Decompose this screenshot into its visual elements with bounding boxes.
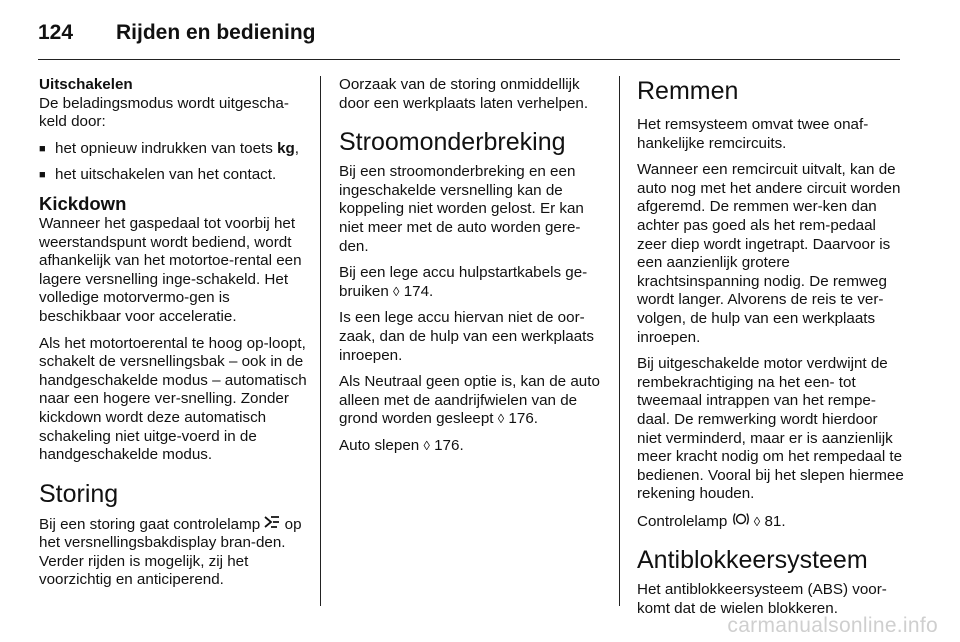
stroom-paragraph-4: Als Neutraal geen optie is, kan de auto alleen met de aandrijfwielen van de grond worden gesleept ◊ 176. (339, 373, 600, 428)
remmen-paragraph-1: Het remsysteem omvat twee onaf-hankelijke remcircuits. (637, 116, 869, 152)
column-divider-1 (320, 76, 321, 606)
kickdown-paragraph-1: Wanneer het gaspedaal tot voorbij het weerstandspunt wordt bediend, wordt afhankelijk van het motortoe-rental een lagere versnelling inge-schakeld. Het volledige motorvermo-gen is beschikbaar voor acceleratie. (39, 214, 302, 325)
remmen-paragraph-2: Wanneer een remcircuit uitvalt, kan de auto nog met het andere circuit worden afgeremd. De remmen wer-ken dan achter pas goed als het rem-pedaal zeer diep wordt ingetrapt. Daarvoor is een aanzienlijk grotere krachtsinspanning nodig. De remweg wordt langer. Alvorens de reis te ver-volgen, de hulp van een werkplaats inroepen. (637, 161, 901, 346)
page-reference-icon: ◊ (423, 437, 430, 453)
list-item: ■ het opnieuw indrukken van toets kg, (39, 139, 300, 157)
kickdown-heading: Kickdown (39, 192, 127, 214)
remmen-heading: Remmen (637, 77, 739, 105)
brake-warning-icon (732, 512, 750, 532)
storing-cause-text: Oorzaak van de storing onmiddellijk door een werkplaats laten verhelpen. (339, 76, 589, 112)
column-divider-2 (619, 76, 620, 606)
remmen-paragraph-4: Controlelamp ◊ 81. (637, 512, 786, 530)
page-reference-icon: ◊ (753, 513, 761, 529)
storing-heading: Storing (39, 479, 119, 508)
uitschakelen-list (39, 140, 307, 185)
stroomonderbreking-heading: Stroomonderbreking (339, 128, 566, 157)
stroom-paragraph-2: Bij een lege accu hulpstartkabels ge-bruiken ◊ 174. (339, 264, 588, 300)
bullet-icon: ■ (39, 142, 46, 155)
uitschakelen-heading: Uitschakelen (39, 76, 133, 93)
page-link[interactable]: 81. (764, 512, 786, 530)
list-item: ■ het uitschakelen van het contact. (39, 166, 277, 184)
stroom-paragraph-1: Bij een stroomonderbreking en een ingeschakelde versnelling kan de koppeling niet worden gelost. Er kan niet meer met de auto worden gere-den. (339, 163, 584, 255)
page-number: 124 (38, 21, 74, 44)
column-3 (637, 76, 905, 627)
stroom-paragraph-5: Auto slepen ◊ 176. (339, 436, 464, 454)
header-rule (38, 59, 900, 60)
page-link[interactable]: 176. (434, 436, 464, 454)
uitschakelen-text: De beladingsmodus wordt uitgescha-keld door: (39, 94, 289, 131)
column-1 (39, 76, 307, 598)
column-2 (339, 76, 607, 464)
abs-paragraph: Het antiblokkeersysteem (ABS) voor-komt dat de wielen blokkeren. (637, 581, 887, 618)
page-reference-icon: ◊ (497, 411, 505, 427)
page-link[interactable]: 174. (403, 282, 434, 300)
page-header (38, 18, 316, 48)
chapter-title: Rijden en bediening (116, 21, 316, 44)
key-kg: kg (277, 139, 295, 157)
stroom-paragraph-3: Is een lege accu hiervan niet de oor-zaak, dan de hulp van een werkplaats inroepen. (339, 309, 594, 364)
remmen-paragraph-3: Bij uitgeschakelde motor verdwijnt de rembekrachtiging na het een- tot tweemaal intrappen van het rempe-daal. De remwerking wordt hierdoor niet verminderd, maar er is aanzienlijk meer kracht nodig om het rempedaal te bedienen. Vooral bij het slepen hiermee rekening houden. (637, 355, 904, 503)
storing-paragraph: Bij een storing gaat controlelamp op het versnellingsbakdisplay bran-den. Verder rijden is mogelijk, zij het voorzichtig en anticiperend. (39, 515, 302, 589)
watermark: carmanualsonline.info (727, 614, 938, 637)
kickdown-paragraph-2: Als het motortoerental te hoog op-loopt, schakelt de versnellingsbak – ook in de handgeschakelde modus – automatisch naar een hogere ver-snelling. Zonder kickdown wordt deze automatisch schakeling niet uitge-voerd in de handgeschakelde modus. (39, 334, 307, 464)
bullet-icon: ■ (39, 169, 46, 182)
page-link[interactable]: 176. (508, 410, 538, 428)
gearbox-warning-icon (264, 515, 280, 535)
abs-heading: Antiblokkeersysteem (637, 546, 868, 575)
page-reference-icon: ◊ (393, 283, 400, 299)
